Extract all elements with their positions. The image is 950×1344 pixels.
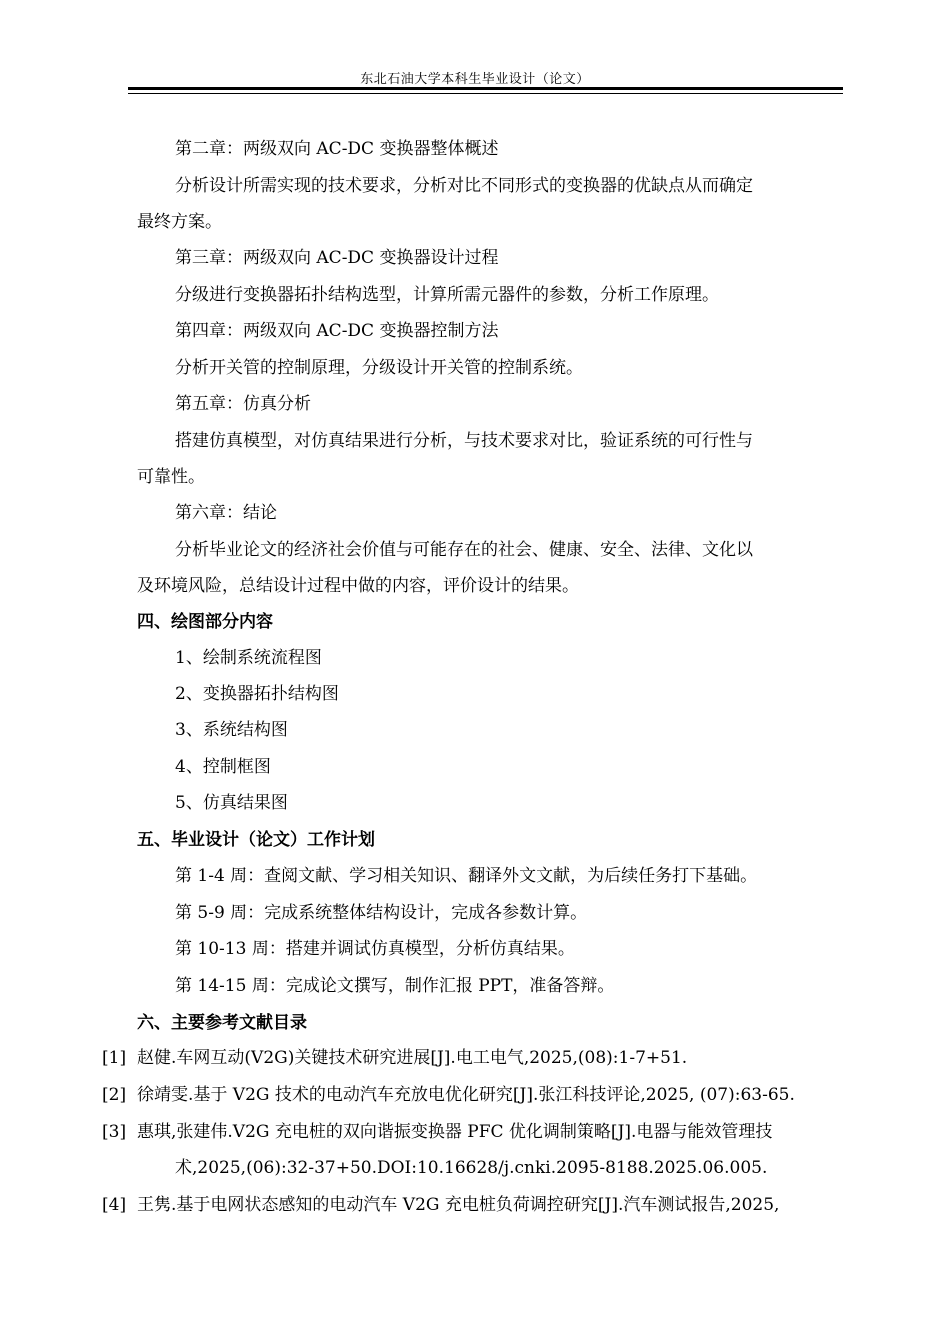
reference-text: 徐靖雯.基于 V2G 技术的电动汽车充放电优化研究[J].张江科技评论,2025, (07):63-65. (137, 1085, 795, 1105)
reference-text-continued: 术,2025,(06):32-37+50.DOI:10.16628/j.cnki.2095-8188.2025.06.005. (175, 1158, 768, 1178)
reference-number: [4] (102, 1195, 127, 1215)
chapter-3-title: 第三章：两级双向 AC-DC 变换器设计过程 (175, 248, 499, 268)
drawing-item: 4、控制框图 (175, 757, 271, 777)
chapter-5-desc-line-1: 搭建仿真模型，对仿真结果进行分析，与技术要求对比，验证系统的可行性与 (175, 431, 753, 451)
chapter-2-desc-line-1: 分析设计所需实现的技术要求，分析对比不同形式的变换器的优缺点从而确定 (175, 176, 753, 196)
chapter-6-desc-line-1: 分析毕业论文的经济社会价值与可能存在的社会、健康、安全、法律、文化以 (175, 540, 753, 560)
reference-text: 惠琪,张建伟.V2G 充电桩的双向谐振变换器 PFC 优化调制策略[J].电器与能效管理技 (137, 1122, 773, 1142)
work-plan-heading: 五、毕业设计（论文）工作计划 (137, 830, 375, 850)
drawing-section-heading: 四、绘图部分内容 (137, 612, 273, 632)
chapter-2-desc-line-2: 最终方案。 (137, 212, 222, 232)
chapter-5-title: 第五章：仿真分析 (175, 394, 311, 414)
drawing-item: 5、仿真结果图 (175, 793, 288, 813)
drawing-item: 1、绘制系统流程图 (175, 648, 322, 668)
work-plan-item: 第 14-15 周：完成论文撰写，制作汇报 PPT，准备答辩。 (175, 976, 615, 996)
reference-number: [1] (102, 1048, 127, 1068)
work-plan-item: 第 1-4 周：查阅文献、学习相关知识、翻译外文文献，为后续任务打下基础。 (175, 866, 758, 886)
chapter-6-desc-line-2: 及环境风险，总结设计过程中做的内容，评价设计的结果。 (137, 576, 579, 596)
reference-text: 赵健.车网互动(V2G)关键技术研究进展[J].电工电气,2025,(08):1-7+51. (137, 1048, 688, 1068)
work-plan-item: 第 10-13 周：搭建并调试仿真模型，分析仿真结果。 (175, 939, 575, 959)
chapter-4-title: 第四章：两级双向 AC-DC 变换器控制方法 (175, 321, 499, 341)
drawing-item: 3、系统结构图 (175, 720, 288, 740)
page-header-title: 东北石油大学本科生毕业设计（论文） (360, 72, 590, 87)
reference-text: 王隽.基于电网状态感知的电动汽车 V2G 充电桩负荷调控研究[J].汽车测试报告,2025, (137, 1195, 780, 1215)
reference-number: [3] (102, 1122, 127, 1142)
header-rule-thick (128, 87, 843, 90)
reference-number: [2] (102, 1085, 127, 1105)
work-plan-item: 第 5-9 周：完成系统整体结构设计，完成各参数计算。 (175, 903, 588, 923)
header-rule-thin (128, 93, 843, 94)
chapter-4-desc: 分析开关管的控制原理，分级设计开关管的控制系统。 (175, 358, 583, 378)
drawing-item: 2、变换器拓扑结构图 (175, 684, 339, 704)
chapter-3-desc: 分级进行变换器拓扑结构选型，计算所需元器件的参数，分析工作原理。 (175, 285, 719, 305)
references-heading: 六、主要参考文献目录 (137, 1013, 307, 1033)
chapter-6-title: 第六章：结论 (175, 503, 277, 523)
chapter-2-title: 第二章：两级双向 AC-DC 变换器整体概述 (175, 139, 499, 159)
chapter-5-desc-line-2: 可靠性。 (137, 467, 205, 487)
